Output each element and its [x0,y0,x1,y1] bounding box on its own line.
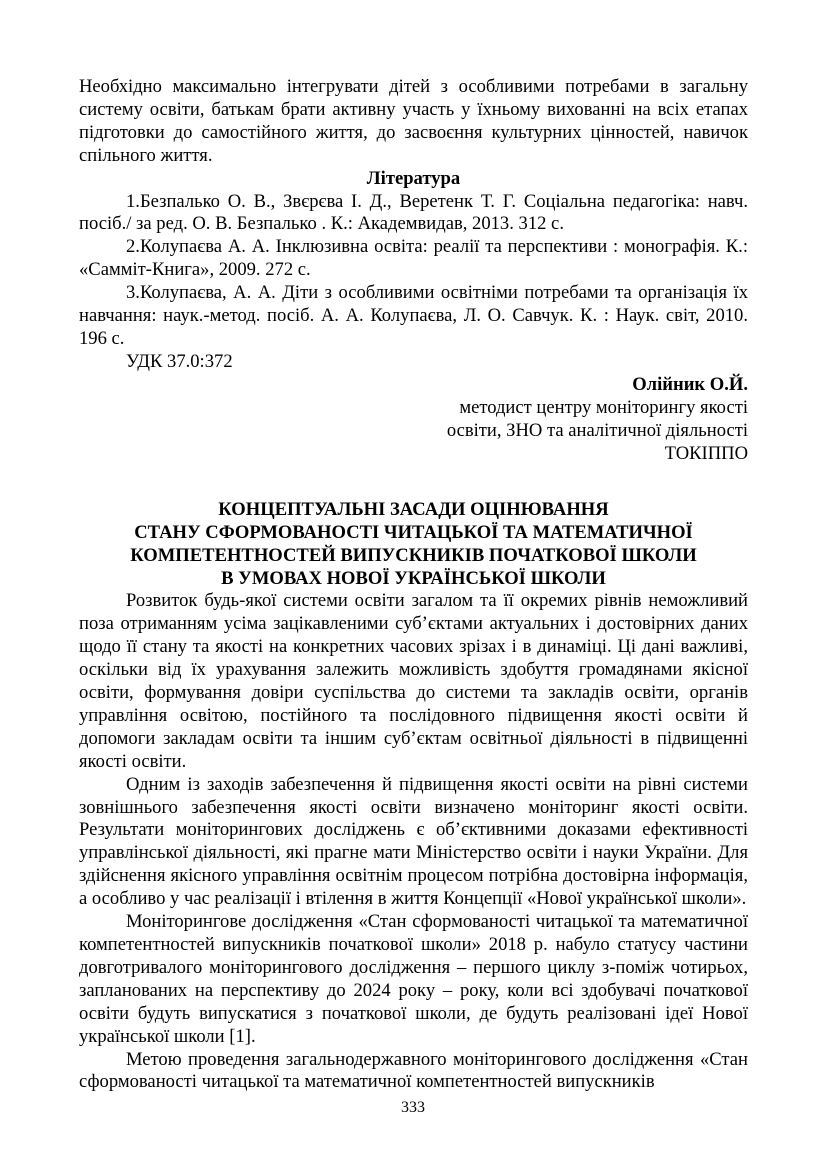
article-title [79,498,748,590]
literature-item: 1.Безпалько О. В., Звєрєва І. Д., Веретенк Т. Г. Соціальна педагогіка: навч. посіб./ за ред. О. В. Безпалько . К.: Академвидав, 2013. 312 с. [79,190,748,235]
literature-item: 3.Колупаєва, А. А. Діти з особливими освітніми потребами та організація їх навчання: наук.-метод. посіб. А. А. Колупаєва, Л. О. Савчук. К. : Наук. світ, 2010. 196 с. [79,282,748,349]
udk-code: УДК 37.0:372 [126,350,233,372]
literature-heading: Література [366,167,461,189]
page-number: 333 [401,1099,425,1116]
body-paragraph: Розвиток будь-якої системи освіти загалом та її окремих рівнів неможливий поза отриманням усіма зацікавленими суб’єктами актуальних і достовірних даних щодо її стану та якості на конкретних часових зрізах і в динаміці. Ці дані важливі, оскільки від їх урахування залежить можливість здобуття громадянами якісної освіти, формування довіри суспільства до системи та закладів освіти, органів управління освітою, постійного та послідовного підвищення якості освіти й допомоги закладам освіти та іншим суб’єктам освітньої діяльності в підвищенні якості освіти. [79,590,748,772]
literature-item: 2.Колупаєва А. А. Інклюзивна освіта: реалії та перспективи : монографія. К.: «Самміт-Книга», 2009. 272 с. [79,236,748,281]
author-name: Олійник О.Й. [632,373,748,395]
body-paragraph: Одним із заходів забезпечення й підвищення якості освіти на рівні системи зовнішнього забезпечення якості освіти визначено моніторинг якості освіти. Результати моніторингових досліджень є об’єктивними доказами ефективності управлінської діяльності, які прагне мати Міністерство освіти і науки України. Для здійснення якісного управління освітнім процесом потрібна достовірна інформація, а особливо у час реалізації і втілення в життя Концепції «Нової української школи». [79,773,748,910]
body-paragraph: Метою проведення загальнодержавного моніторингового дослідження «Стан сформованості читацької та математичної компетентностей випускників [79,1048,748,1093]
article-title-line: КОМПЕТЕНТНОСТЕЙ ВИПУСКНИКІВ ПОЧАТКОВОЇ ШКОЛИ [130,545,697,567]
article-title-line: В УМОВАХ НОВОЇ УКРАЇНСЬКОЇ ШКОЛИ [221,568,606,590]
author-institution: ТОКІППО [664,442,748,464]
article-title-line: СТАНУ СФОРМОВАНОСТІ ЧИТАЦЬКОЇ ТА МАТЕМАТИЧНОЇ [134,522,693,544]
intro-paragraph: Необхідно максимально інтегрувати дітей з особливими потребами в загальну систему освіти, батькам брати активну участь у їхньому вихованні на всіх етапах підготовки до самостійного життя, до засвоєння культурних цінностей, навичок спільного життя. [79,76,748,166]
author-position-line1: методист центру моніторингу якості [459,396,748,418]
article-title-line: КОНЦЕПТУАЛЬНІ ЗАСАДИ ОЦІНЮВАННЯ [218,499,609,521]
document-page [79,76,748,1094]
author-position-line2: освіти, ЗНО та аналітичної діяльності [446,419,748,441]
body-paragraph: Моніторингове дослідження «Стан сформованості читацької та математичної компетентностей випускників початкової школи» 2018 р. набуло статусу частини довготривалого моніторингового дослідження – першого циклу з-поміж чотирьох, запланованих на перспективу до 2024 року – року, коли всі здобувачі початкової освіти будуть випускатися з початкової школи, де будуть реалізовані ідеї Нової української школи [1]. [79,911,748,1047]
